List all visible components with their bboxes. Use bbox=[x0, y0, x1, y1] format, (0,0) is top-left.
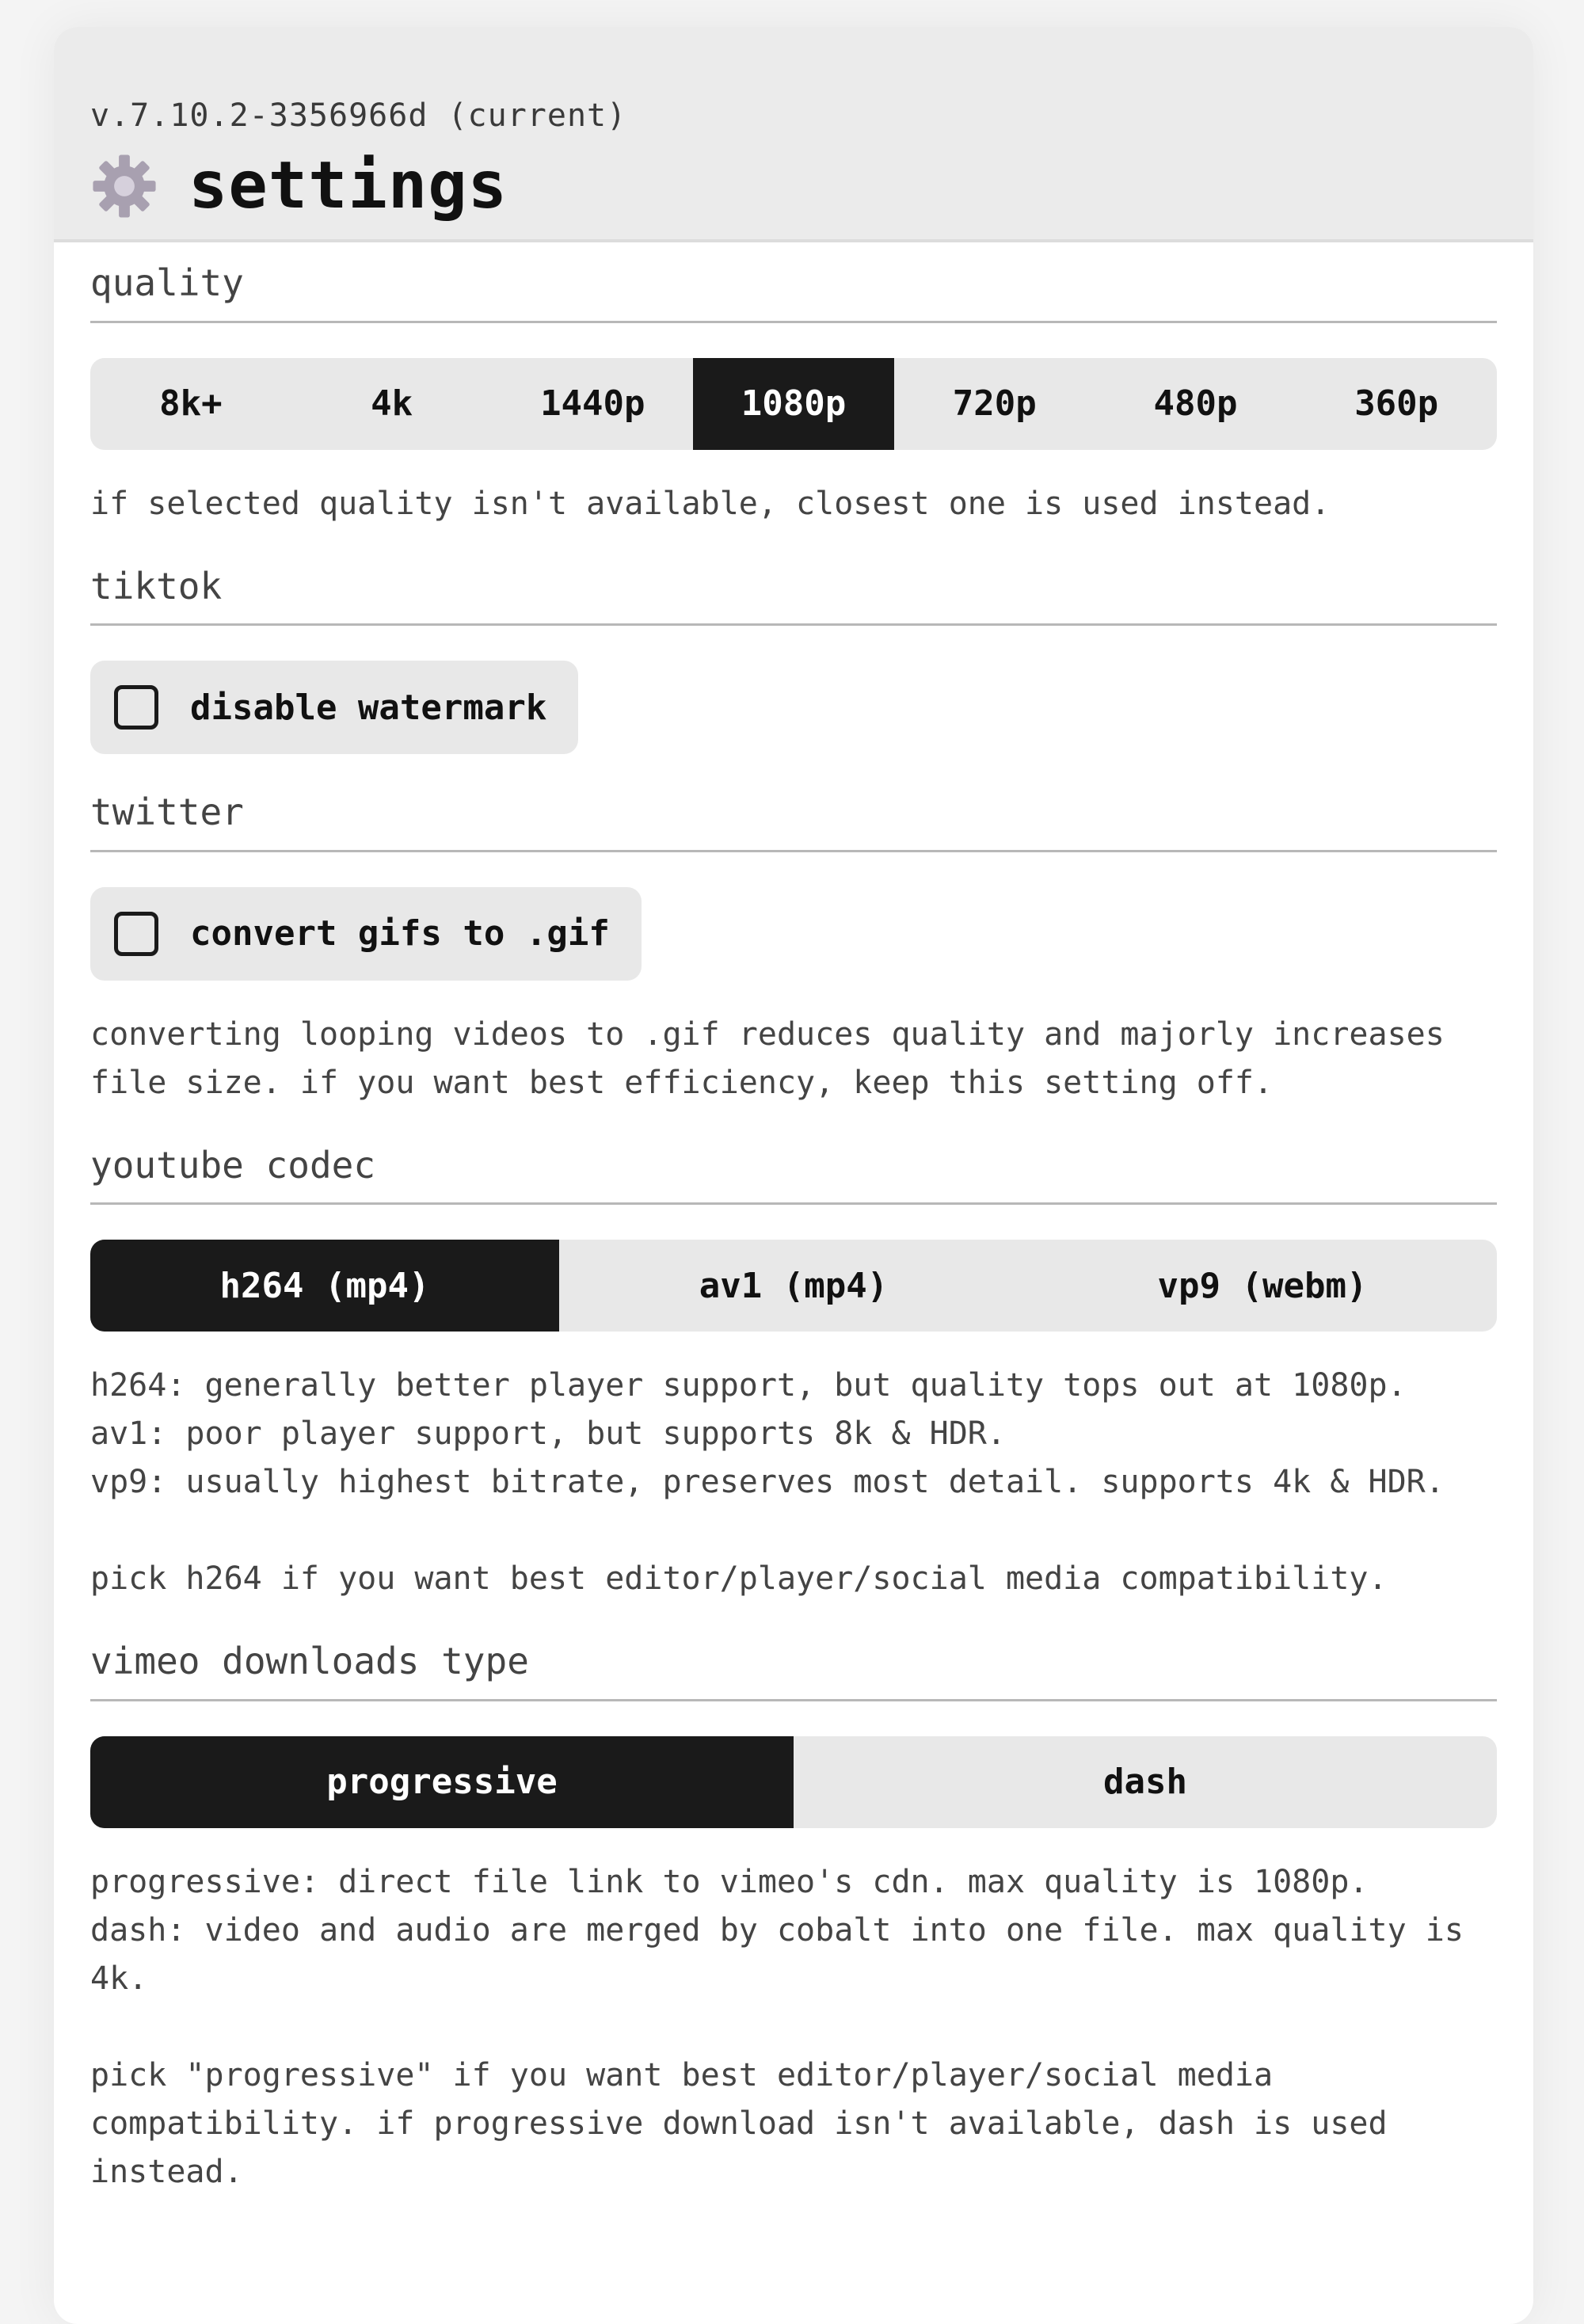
quality-description: if selected quality isn't available, closest one is used instead. bbox=[90, 485, 1331, 522]
quality-option-4k[interactable]: 4k bbox=[371, 383, 413, 425]
settings-content bbox=[54, 242, 1533, 2196]
page-title: settings bbox=[188, 148, 508, 223]
section-label-youtube-codec: youtube codec bbox=[90, 1125, 1497, 1206]
quality-option-360p[interactable]: 360p bbox=[1354, 383, 1439, 425]
codec-option-av1[interactable]: av1 (mp4) bbox=[699, 1265, 889, 1306]
checkbox-icon bbox=[114, 912, 158, 956]
section-label-quality: quality bbox=[90, 242, 1497, 323]
vimeo-option-progressive[interactable]: progressive bbox=[90, 1736, 794, 1828]
disable-watermark-toggle[interactable] bbox=[90, 661, 578, 754]
section-label-tiktok: tiktok bbox=[90, 546, 1497, 627]
title-row bbox=[90, 148, 1497, 223]
section-label-twitter: twitter bbox=[90, 771, 1497, 852]
convert-gifs-toggle[interactable] bbox=[90, 887, 642, 981]
section-label-vimeo: vimeo downloads type bbox=[90, 1621, 1497, 1701]
quality-selector bbox=[90, 358, 1497, 450]
codec-option-vp9[interactable]: vp9 (webm) bbox=[1157, 1265, 1368, 1306]
vimeo-description: progressive: direct file link to vimeo's cdn. max quality is 1080p. dash: video and audio are merged by cobalt into one file. max quality is 4k. pick "progressive" if you want best editor/player/social media compatibility. if progressive download isn't available, dash is used instead. bbox=[90, 1863, 1464, 2190]
quality-option-1440p[interactable]: 1440p bbox=[540, 383, 645, 425]
quality-option-1080p[interactable]: 1080p bbox=[693, 358, 894, 450]
youtube-codec-description: h264: generally better player support, but quality tops out at 1080p. av1: poor player support, but supports 8k & HDR. vp9: usually highest bitrate, preserves most detail. supports 4k & HDR. pick h264 if you want best editor/player/social media compatibility. bbox=[90, 1367, 1445, 1598]
youtube-codec-selector bbox=[90, 1240, 1497, 1332]
settings-header bbox=[54, 27, 1533, 242]
quality-option-480p[interactable]: 480p bbox=[1153, 383, 1238, 425]
gear-icon bbox=[90, 152, 158, 220]
version-label: v.7.10.2-3356966d (current) bbox=[90, 97, 627, 134]
vimeo-option-dash[interactable]: dash bbox=[1103, 1762, 1187, 1803]
disable-watermark-label: disable watermark bbox=[190, 687, 547, 728]
checkbox-icon bbox=[114, 685, 158, 730]
settings-panel bbox=[54, 27, 1533, 2324]
quality-option-720p[interactable]: 720p bbox=[952, 383, 1037, 425]
twitter-description: converting looping videos to .gif reduces quality and majorly increases file size. if you want best efficiency, keep this setting off. bbox=[90, 1015, 1445, 1101]
convert-gifs-label: convert gifs to .gif bbox=[190, 913, 610, 954]
quality-option-8k[interactable]: 8k+ bbox=[159, 383, 223, 425]
vimeo-type-selector bbox=[90, 1736, 1497, 1828]
codec-option-h264[interactable]: h264 (mp4) bbox=[90, 1240, 559, 1332]
